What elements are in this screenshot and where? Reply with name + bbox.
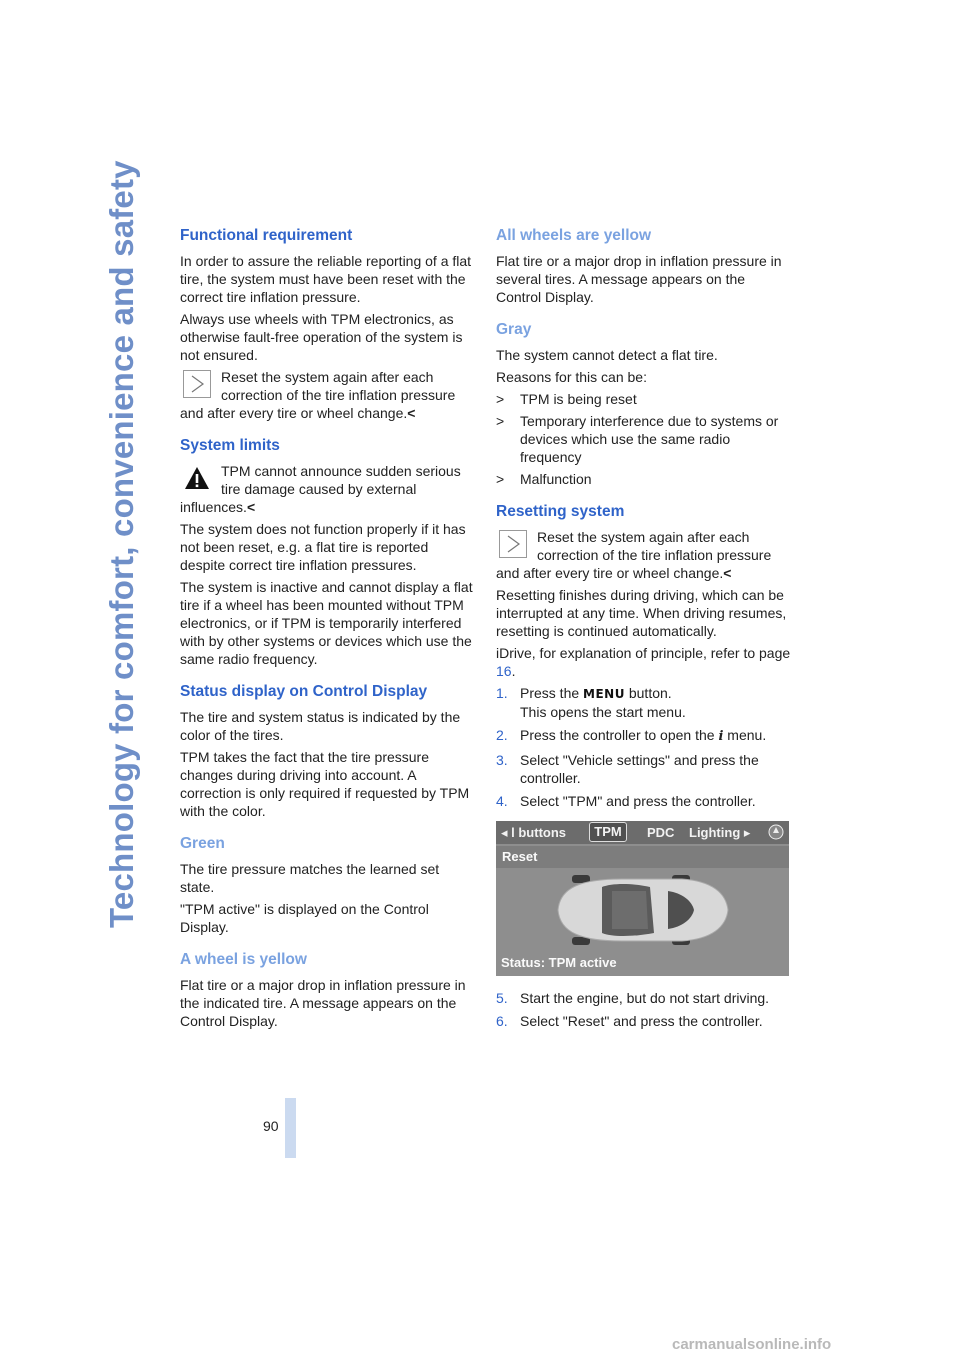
tab-buttons: ◂ l buttons (501, 825, 567, 840)
menu-button-icon: MENU (583, 687, 625, 701)
resetting-note (496, 528, 791, 582)
status-paragraph-2: TPM takes the fact that the tire pressure changes during driving into account. A correction is only required if requested by TPM with the color. (180, 749, 470, 819)
list-item (496, 390, 791, 408)
step-text: button. (628, 685, 672, 701)
step-item (496, 1012, 791, 1030)
functional-note-text: Reset the system again after each correction of the tire inflation pressure and after every tire or wheel change. (180, 369, 456, 421)
tab-lighting: Lighting ▸ (689, 825, 751, 840)
car-top-view-icon (552, 869, 732, 951)
heading-gray: Gray (496, 321, 532, 338)
functional-paragraph-1: In order to assure the reliable reporting of a flat tire, the system must have been reset with the correct tire inflation pressure. (180, 253, 472, 305)
list-item (496, 412, 791, 466)
display-settings-icon (768, 824, 784, 840)
tab-tpm: TPM (589, 822, 627, 842)
step-text: Start the engine, but do not start driving. (520, 990, 770, 1006)
resetting-note-text: Reset the system again after each correction of the tire inflation pressure and after every tire or wheel change. (496, 529, 772, 581)
warning-triangle-icon (183, 464, 211, 492)
step-text: This opens the start menu. (520, 704, 686, 720)
end-mark: < (246, 499, 256, 515)
functional-note (180, 368, 475, 422)
watermark: carmanualsonline.info (672, 1336, 832, 1353)
section-status-display (180, 682, 475, 820)
bullet-mark: > (496, 413, 505, 429)
page-ref-text: iDrive, for explanation of principle, refer to page (496, 645, 791, 661)
reset-steps-list-continued (496, 989, 791, 1030)
heading-functional-requirement: Functional requirement (180, 227, 353, 244)
step-item (496, 792, 791, 810)
page-number: 90 (263, 1118, 279, 1134)
step-text: Select "Vehicle settings" and press the controller. (520, 752, 759, 786)
chapter-side-title: Technology for comfort, convenience and safety (103, 160, 140, 928)
page-ref-end: . (511, 663, 516, 679)
display-reset-row: Reset (496, 846, 789, 868)
green-paragraph-2: "TPM active" is displayed on the Control Display. (180, 901, 429, 935)
step-item (496, 751, 791, 787)
step-text: Press the (520, 685, 580, 701)
section-gray (496, 320, 791, 488)
note-arrow-icon (499, 530, 527, 558)
heading-wheel-yellow: A wheel is yellow (180, 951, 307, 968)
reset-steps-list (496, 684, 791, 810)
limits-paragraph-2: The system is inactive and cannot display a flat tire if a wheel has been mounted without TPM electronics, or if TPM is temporarily interfered with by other systems or devices which use the same radio frequency. (180, 579, 473, 667)
info-icon: i (718, 729, 724, 744)
left-column (180, 226, 475, 1044)
resetting-paragraph-2 (496, 644, 791, 680)
step-item (496, 726, 791, 746)
heading-all-wheels-yellow: All wheels are yellow (496, 227, 652, 244)
section-green (180, 834, 475, 936)
list-item-text: TPM is being reset (520, 391, 637, 407)
wheel-yellow-paragraph: Flat tire or a major drop in inflation pressure in the indicated tire. A message appears on the Control Display. (180, 977, 466, 1029)
section-functional-requirement (180, 226, 475, 422)
functional-paragraph-2: Always use wheels with TPM electronics, as otherwise fault-free operation of the system is not ensured. (180, 311, 463, 363)
tab-pdc: PDC (647, 825, 675, 840)
step-text: menu. (727, 727, 767, 743)
gray-reasons-list (496, 390, 791, 488)
step-number: 1. (496, 685, 508, 701)
list-item (496, 470, 791, 488)
green-paragraph-1: The tire pressure matches the learned set state. (180, 861, 440, 895)
step-text: Press the controller to open the (520, 727, 715, 743)
gray-paragraph-2: Reasons for this can be: (496, 369, 647, 385)
limits-paragraph-1: The system does not function properly if it has not been reset, e.g. a flat tire is reported despite correct tire inflation pressures. (180, 521, 466, 573)
bullet-mark: > (496, 471, 505, 487)
step-number: 6. (496, 1013, 508, 1029)
heading-resetting-system: Resetting system (496, 503, 625, 520)
list-item-text: Temporary interference due to systems or devices which use the same radio frequency (520, 413, 779, 465)
step-text: Select "TPM" and press the controller. (520, 793, 756, 809)
limits-warning-text: TPM cannot announce sudden serious tire damage caused by external influences. (180, 463, 461, 515)
resetting-paragraph-1: Resetting finishes during driving, which can be interrupted at any time. When driving resumes, resetting is continued automatically. (496, 587, 787, 639)
limits-warning (180, 462, 475, 516)
note-arrow-icon (183, 370, 211, 398)
step-item (496, 684, 791, 721)
display-menu-bar (496, 821, 789, 844)
step-item (496, 989, 791, 1007)
section-system-limits (180, 436, 475, 668)
display-status-text: Status: TPM active (501, 955, 617, 970)
end-mark: < (723, 565, 732, 581)
heading-status-display: Status display on Control Display (180, 683, 428, 700)
heading-system-limits: System limits (180, 437, 280, 454)
step-number: 2. (496, 727, 508, 743)
section-wheel-yellow (180, 950, 475, 1030)
right-column (496, 226, 791, 1044)
bullet-mark: > (496, 391, 505, 407)
end-mark: < (407, 405, 416, 421)
status-paragraph-1: The tire and system status is indicated by the color of the tires. (180, 709, 461, 743)
heading-green: Green (180, 835, 225, 852)
page-number-bar (285, 1098, 296, 1158)
control-display-screenshot (496, 821, 789, 976)
page-link[interactable]: 16 (496, 663, 512, 679)
list-item-text: Malfunction (520, 471, 592, 487)
step-number: 3. (496, 752, 508, 768)
all-wheels-yellow-paragraph: Flat tire or a major drop in inflation pressure in several tires. A message appears on the Control Display. (496, 253, 782, 305)
step-number: 4. (496, 793, 508, 809)
gray-paragraph-1: The system cannot detect a flat tire. (496, 347, 718, 363)
step-text: Select "Reset" and press the controller. (520, 1013, 763, 1029)
step-number: 5. (496, 990, 508, 1006)
section-resetting-system (496, 502, 791, 1030)
section-all-wheels-yellow (496, 226, 791, 306)
